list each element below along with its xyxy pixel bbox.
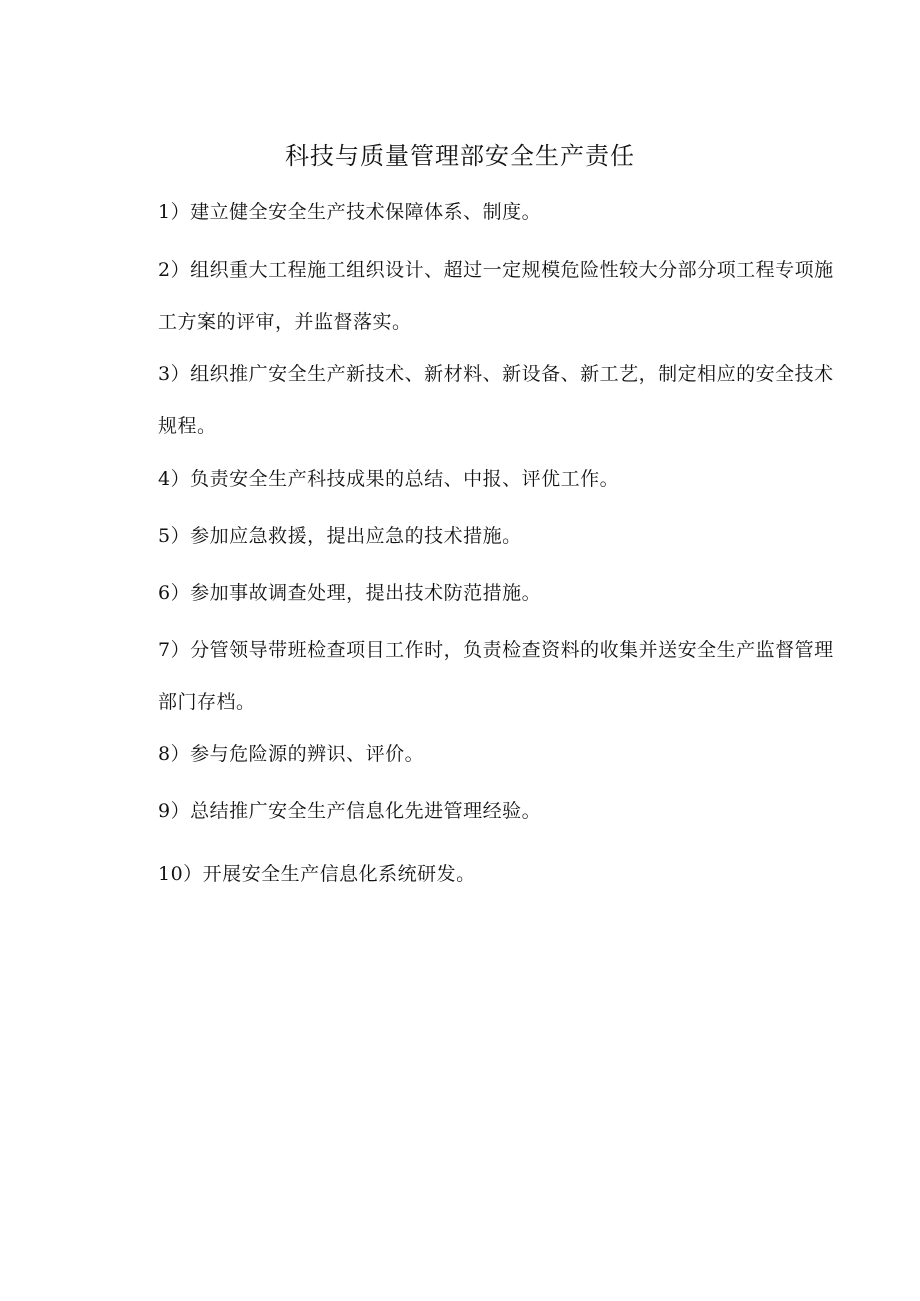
responsibility-item-5 bbox=[158, 510, 838, 562]
responsibility-item-10 bbox=[158, 848, 838, 900]
responsibility-item-7-text: 7）分管领导带班检查项目工作时，负责检查资料的收集并送安全生产监督管理部门存档。 bbox=[158, 639, 834, 713]
document-title: 科技与质量管理部安全生产责任 bbox=[285, 142, 635, 170]
responsibility-item-8 bbox=[158, 728, 838, 780]
responsibility-item-1-text: 1）建立健全安全生产技术保障体系、制度。 bbox=[158, 201, 542, 223]
responsibility-item-4 bbox=[158, 453, 838, 505]
responsibility-item-10-text: 10）开展安全生产信息化系统研发。 bbox=[158, 863, 476, 885]
responsibility-item-7 bbox=[158, 624, 838, 728]
responsibility-item-4-text: 4）负责安全生产科技成果的总结、中报、评优工作。 bbox=[158, 468, 620, 490]
responsibility-item-6 bbox=[158, 567, 838, 619]
responsibility-item-5-text: 5）参加应急救援，提出应急的技术措施。 bbox=[158, 525, 522, 547]
responsibility-item-8-text: 8）参与危险源的辨识、评价。 bbox=[158, 743, 425, 765]
responsibility-item-2 bbox=[158, 244, 838, 348]
responsibility-item-3 bbox=[158, 348, 838, 452]
responsibility-item-1 bbox=[158, 186, 838, 238]
responsibility-item-9-text: 9）总结推广安全生产信息化先进管理经验。 bbox=[158, 800, 542, 822]
responsibility-item-2-text: 2）组织重大工程施工组织设计、超过一定规模危险性较大分部分项工程专项施工方案的评审，并监督落实。 bbox=[158, 259, 834, 333]
responsibility-item-6-text: 6）参加事故调查处理，提出技术防范措施。 bbox=[158, 582, 542, 604]
responsibility-item-9 bbox=[158, 785, 838, 837]
responsibility-item-3-text: 3）组织推广安全生产新技术、新材料、新设备、新工艺，制定相应的安全技术规程。 bbox=[158, 363, 834, 437]
